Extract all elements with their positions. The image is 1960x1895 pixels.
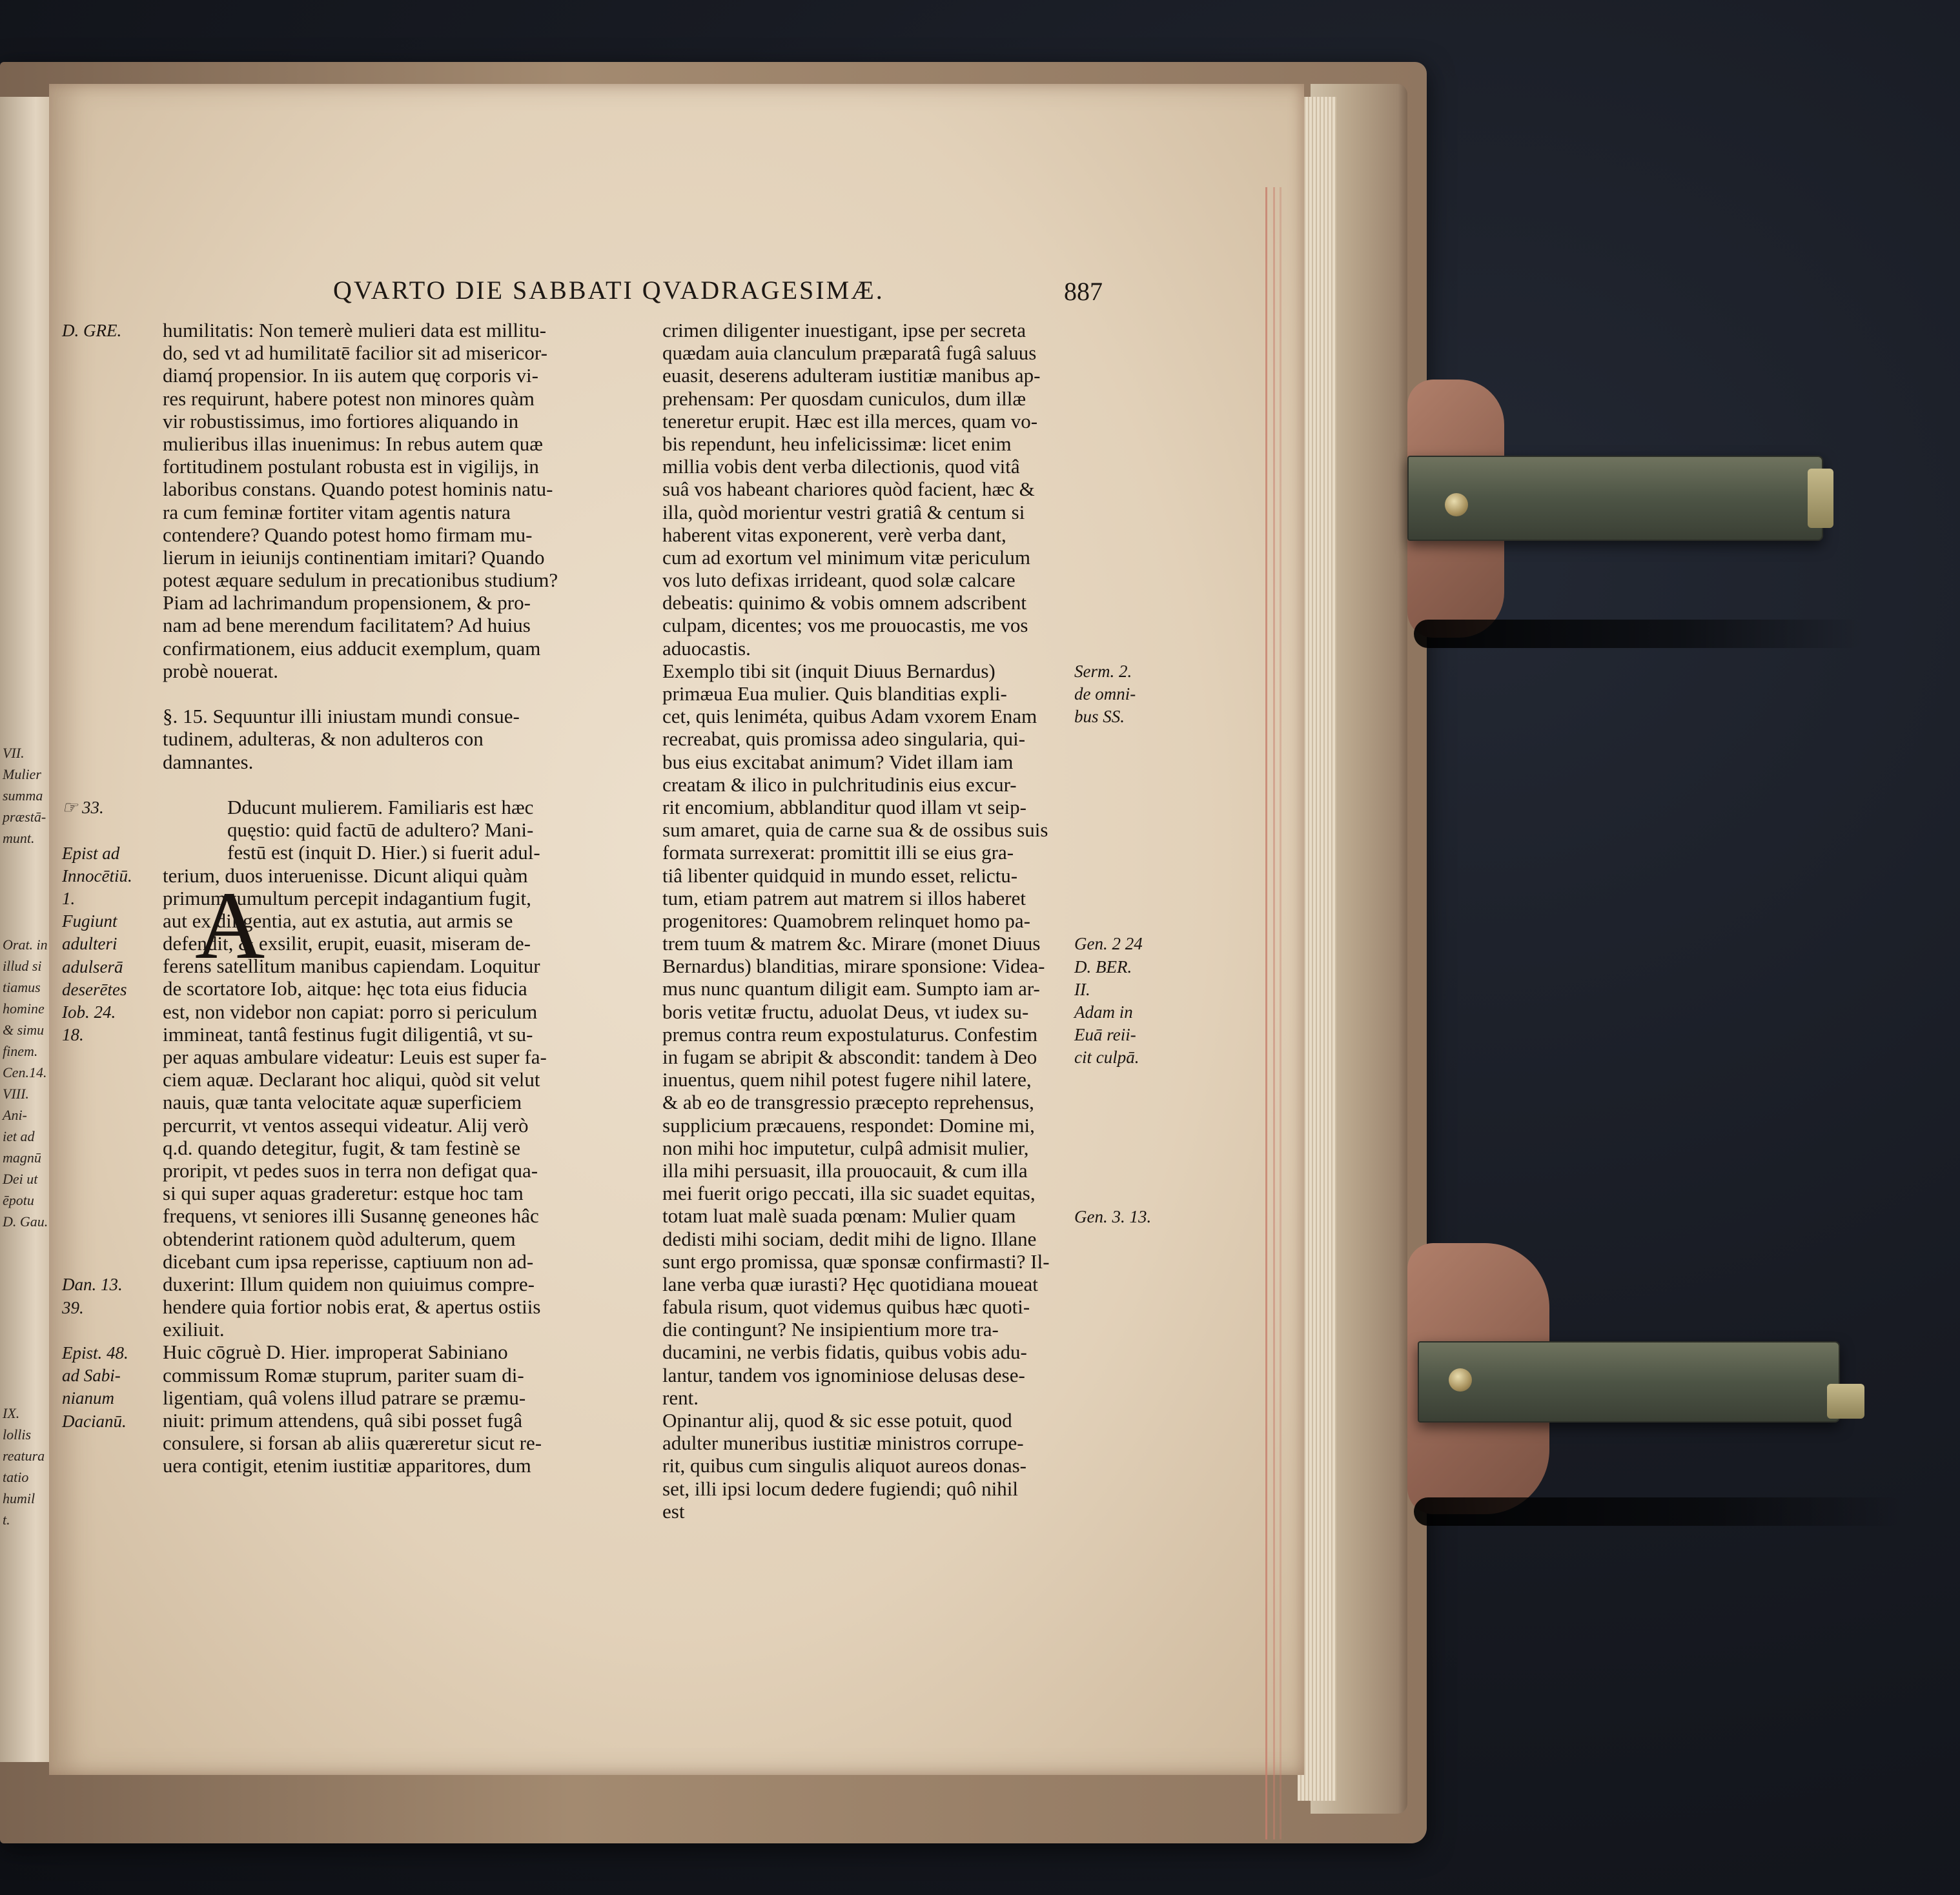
text-line: si qui super aquas graderetur: estque hoc tam	[163, 1182, 524, 1205]
text-line: supplicium præcauens, respondet: Domine mi,	[662, 1113, 1035, 1137]
marginal-note: 1.	[62, 889, 76, 908]
text-line: dicebant cum ipsa reperisse, captiuum non ad-	[163, 1250, 534, 1273]
marginal-note: deserētes	[62, 979, 127, 999]
text-line: adulter muneribus iustitiæ ministros corrupe-	[662, 1432, 1024, 1455]
text-line: vir robustissimus, imo fortiores aliquando in	[163, 409, 519, 432]
text-line: crimen diligenter inuestigant, ipse per secreta	[662, 319, 1026, 341]
text-line: primæua Eua mulier. Quis blanditias expli-	[662, 682, 1007, 705]
marginal-note: de omni-	[1074, 684, 1136, 704]
text-line: lane verba quæ iurasti? Hęc quotidiana moueat	[662, 1272, 1038, 1295]
text-line: lierum in ieiunijs continentiam imitari? Quando	[163, 545, 545, 569]
text-line: exiliuit.	[163, 1318, 225, 1341]
marginal-note: Iob. 24.	[62, 1002, 116, 1022]
left-text-column	[163, 319, 558, 1477]
text-line: euasit, deserens adulteram iustitiæ manibus ap-	[662, 364, 1041, 387]
drop-capital: A	[195, 872, 265, 979]
text-line: tum, etiam patrem aut matrem si illos haberet	[662, 886, 1026, 909]
text-line: q.d. quando detegitur, fugit, & tam festinè se	[163, 1136, 521, 1159]
text-line: teneretur erupit. Hæc est illa merces, quam vo-	[662, 409, 1038, 432]
text-line: trem tuum & matrem &c. Mirare (monet Diuus	[662, 932, 1041, 955]
marginal-note: nianum	[62, 1388, 114, 1408]
page-edge-rule	[1265, 187, 1267, 1839]
text-line: humilitatis: Non temerè mulieri data est millitu-	[163, 319, 547, 341]
marginal-note: 39.	[62, 1297, 84, 1317]
marginal-note: D. BER.	[1074, 957, 1132, 977]
text-line: hendere quia fortior nobis erat, & apertus ostiis	[163, 1295, 541, 1319]
marginal-note: ad Sabi-	[62, 1366, 121, 1386]
text-line: non mihi hoc imputetur, culpâ admisit mulier,	[662, 1136, 1029, 1159]
facing-margin-note: tiamus	[3, 979, 41, 995]
facing-margin-note: Cen.14.	[3, 1064, 47, 1080]
text-line: in fugam se abripit & abscondit: tandem à Deo	[662, 1046, 1037, 1068]
text-line: festū est (inquit D. Hier.) si fuerit adul-	[227, 841, 540, 864]
text-line: Opinantur alij, quod & sic esse potuit, quod	[662, 1409, 1012, 1432]
facing-margin-note: illud si	[3, 958, 42, 974]
text-line: boris vetitæ fructu, aduolat Deus, vt iudex su-	[662, 1000, 1029, 1023]
text-line: sunt ergo promissa, quæ sponsæ confirmasti? Il-	[662, 1250, 1050, 1273]
text-line: Dducunt mulierem. Familiaris est hæc	[227, 795, 534, 818]
text-line: bis rependunt, heu infelicissimæ: licet enim	[662, 432, 1012, 455]
text-line: quęstio: quid factū de adultero? Mani-	[227, 818, 534, 842]
text-line: illa mihi persuasit, illa prouocauit, & cum illa	[662, 1159, 1028, 1182]
facing-margin-note: iet ad	[3, 1128, 35, 1144]
marginal-note: Gen. 3. 13.	[1074, 1206, 1152, 1226]
text-line: proripit, vt pedes suos in terra non defigat qua-	[163, 1159, 538, 1182]
facing-margin-note: Dei ut	[3, 1171, 38, 1187]
marginal-note: Innocētiū.	[62, 866, 132, 886]
text-line: fabula risum, quot videmus quibus hæc quoti-	[662, 1295, 1030, 1319]
text-line: potest æquare sedulum in precationibus studium?	[163, 569, 558, 592]
text-line: mus nunc quantum diligit eam. Sumpto iam ar-	[662, 977, 1040, 1000]
facing-margin-note: tatio	[3, 1469, 29, 1485]
text-line: tiâ libenter quidquid in mundo esset, relictu-	[662, 864, 1018, 887]
text-line: dedisti mihi sociam, dedit mihi de ligno. Illane	[662, 1227, 1037, 1250]
text-line: uera contigit, etenim iustitiæ apparitores, dum	[163, 1454, 531, 1477]
text-line: est, non videbor non capiat: porro si periculum	[163, 1000, 538, 1023]
text-line: fortitudinem postulant robusta est in vigilijs, in	[163, 455, 539, 478]
clasp-rivet	[1445, 493, 1468, 516]
text-line: nam ad bene merendum facilitatem? Ad huius	[163, 614, 531, 637]
facing-margin-note: D. Gau.	[3, 1213, 48, 1230]
text-line: ra cum feminæ fortiter vitam agentis natura	[163, 500, 511, 523]
text-line: progenitores: Quamobrem relinquet homo pa-	[662, 909, 1030, 932]
facing-margin-note: Ani-	[3, 1107, 27, 1123]
text-line: damnantes.	[163, 750, 254, 773]
running-header: QVARTO DIE SABBATI QVADRAGESIMÆ.	[333, 276, 884, 305]
lower-clasp-shadow	[1414, 1497, 1904, 1526]
text-line: cet, quis leniméta, quibus Adam vxorem Enam	[662, 705, 1037, 728]
facing-margin-note: magnū	[3, 1150, 41, 1166]
text-line: debeatis: quinimo & vobis omnem adscribent	[662, 591, 1026, 614]
text-line: aut ex diligentia, aut ex astutia, aut armis se	[163, 909, 513, 932]
facing-margin-note: IX.	[3, 1405, 20, 1421]
text-line: obtenderint rationem quòd adulterum, quem	[163, 1227, 516, 1250]
facing-margin-note: munt.	[3, 830, 35, 846]
text-line: culpam, dicentes; vos me prouocastis, me vos	[662, 614, 1028, 637]
clasp-rivet	[1449, 1368, 1472, 1392]
lower-clasp-hook	[1827, 1384, 1864, 1419]
marginal-note: Adam in	[1074, 1002, 1133, 1022]
text-line: mulieribus illas inuenimus: In rebus autem quæ	[163, 432, 543, 455]
text-line: Bernardus) blanditias, mirare sponsione: Videa-	[662, 955, 1045, 978]
text-line: formata surrexerat: promittit illi se eius gra-	[662, 841, 1014, 864]
marginal-note: bus SS.	[1074, 707, 1125, 727]
right-text-column	[662, 319, 1050, 1523]
facing-margin-note: præstā-	[3, 809, 46, 825]
page-edge-rule	[1280, 187, 1281, 1839]
facing-margin-note: lollis	[3, 1426, 32, 1443]
facing-margin-note: ēpotu	[3, 1192, 34, 1208]
text-line: totam luat malè suada pœnam: Mulier quam	[662, 1204, 1016, 1228]
text-line: do, sed vt ad humilitatē facilior sit ad misericor-	[163, 341, 547, 365]
text-line: res requirunt, habere potest non minores quàm	[163, 387, 535, 410]
text-line: tudinem, adulteras, & non adulteros con	[163, 727, 484, 751]
text-line: lantur, tandem vos ignominiose delusas dese-	[662, 1363, 1025, 1386]
text-line: creatam & ilico in pulchritudinis eius excur-	[662, 773, 1017, 796]
text-line: laboribus constans. Quando potest hominis natu-	[163, 478, 553, 501]
facing-margin-note: Orat. in	[3, 937, 48, 953]
marginal-note: Epist. 48.	[62, 1343, 128, 1363]
marginal-note: Gen. 2 24	[1074, 934, 1143, 954]
text-line: immineat, tantâ festinus fugit diligentiâ, vt su-	[163, 1022, 533, 1046]
text-line: ducamini, ne verbis fidatis, quibus vobis adu-	[662, 1341, 1027, 1364]
text-line: diamq́ propensior. In iis autem quę corporis vi-	[163, 364, 538, 387]
text-line: terium, duos interuenisse. Dicunt aliqui quàm	[163, 864, 528, 887]
upper-clasp-shadow	[1414, 620, 1866, 648]
text-line: sum amaret, quia de carne sua & de ossibus suis	[662, 818, 1048, 842]
text-line: vos luto defixas irrideant, quod solæ calcare	[662, 569, 1016, 592]
text-line: de scortatore Iob, aitque: hęc tota eius fiducia	[163, 977, 527, 1000]
text-line: §. 15. Sequuntur illi iniustam mundi consue-	[163, 705, 520, 728]
facing-margin-note: reatura	[3, 1448, 45, 1464]
text-line: illa, quòd morientur vestri gratiâ & centum si	[662, 500, 1025, 523]
marginal-note: Fugiunt	[62, 911, 117, 931]
text-line: ciem aquæ. Declarant hoc aliqui, quòd sit velut	[163, 1068, 540, 1091]
marginal-note: Euā reii-	[1074, 1025, 1136, 1045]
facing-margin-note: VIII.	[3, 1086, 29, 1102]
marginal-note: Dan. 13.	[62, 1275, 123, 1295]
marginal-note: D. GRE.	[62, 321, 122, 340]
upper-clasp-metal	[1407, 456, 1823, 541]
text-line: percurrit, vt ventos assequi videatur. Alij verò	[163, 1113, 529, 1137]
text-line: set, illi ipsi locum dedere fugiendi; quô nihil	[662, 1477, 1019, 1500]
marginal-note: II.	[1074, 979, 1090, 999]
text-line: consulere, si forsan ab aliis quæreretur sicut re-	[163, 1432, 542, 1455]
marginal-note: Epist ad	[62, 843, 120, 863]
page-number: 887	[1064, 277, 1103, 306]
text-line: frequens, vt seniores illi Susannę geneones hâc	[163, 1204, 539, 1228]
text-line: quædam auia clanculum præparatâ fugâ saluus	[662, 341, 1037, 365]
text-line: millia vobis dent verba dilectionis, quod vitâ	[662, 455, 1020, 478]
text-line: aduocastis.	[662, 636, 751, 660]
text-line: primum tumultum percepit indagantium fugit,	[163, 886, 531, 909]
facing-margin-note: VII.	[3, 745, 25, 761]
text-line: bus eius excitabat animum? Videt illam iam	[662, 750, 1014, 773]
marginal-note: 18.	[62, 1025, 84, 1045]
text-line: ferens satellitum manibus capiendam. Loquitur	[163, 955, 540, 978]
text-line: defendit, & exsilit, erupit, euasit, miseram de-	[163, 932, 531, 955]
text-line: inuentus, quem nihil potest fugere nihil latere,	[662, 1068, 1032, 1091]
text-line: probè nouerat.	[163, 659, 279, 682]
text-line: confirmationem, eius adducit exemplum, quam	[163, 636, 541, 660]
text-line: die contingunt? Ne insipientium more tra-	[662, 1318, 999, 1341]
text-line	[163, 682, 558, 705]
text-line: recreabat, quis promissa adeo singularia, qui-	[662, 727, 1026, 751]
text-line: per aquas ambulare videatur: Leuis est super fa-	[163, 1046, 547, 1068]
text-line: rit, quibus cum singulis aliquot aureos donas-	[662, 1454, 1026, 1477]
text-line: cum ad exortum vel minimum vitæ periculum	[662, 545, 1030, 569]
text-line: niuit: primum attendens, quâ sibi posset fugâ	[163, 1409, 523, 1432]
text-line: commissum Romæ stuprum, pariter suam di-	[163, 1363, 524, 1386]
facing-margin-note: homine	[3, 1000, 45, 1017]
text-line: Huic cōgruè D. Hier. improperat Sabiniano	[163, 1341, 508, 1364]
text-line: rit encomium, abblanditur quod illam vt seip-	[662, 795, 1026, 818]
text-line: duxerint: Illum quidem non quiuimus compre-	[163, 1272, 535, 1295]
text-line: contendere? Quando potest homo firmam mu-	[163, 523, 533, 546]
text-line: haberent vitas exponerent, verè verba dant,	[662, 523, 1006, 546]
text-line	[163, 773, 558, 796]
facing-margin-note: Mulier	[3, 766, 41, 782]
marginal-note: ☞ 33.	[62, 798, 104, 818]
text-line: Piam ad lachrimandum propensionem, & pro-	[163, 591, 531, 614]
text-line: suâ vos habeant chariores quòd facient, hæc &	[662, 478, 1035, 501]
text-line: premus contra reum expostulaturus. Confestim	[662, 1022, 1038, 1046]
facing-margin-note: finem.	[3, 1043, 38, 1059]
marginal-note: adulserā	[62, 957, 123, 977]
facing-margin-note: summa	[3, 787, 43, 804]
text-line: rent.	[662, 1386, 699, 1409]
book-page	[49, 84, 1304, 1775]
marginal-note: adulteri	[62, 934, 117, 954]
text-line: nauis, quæ tanta velocitate aquæ superficiem	[163, 1091, 522, 1114]
text-line: ligentiam, quâ volens illud patrare se præmu-	[163, 1386, 526, 1409]
text-line: Exemplo tibi sit (inquit Diuus Bernardus)	[662, 659, 995, 682]
lower-clasp-metal	[1418, 1341, 1840, 1423]
upper-clasp-hook	[1808, 469, 1833, 528]
text-line: prehensam: Per quosdam cuniculos, dum illæ	[662, 387, 1026, 410]
marginal-note: Serm. 2.	[1074, 662, 1132, 681]
page-edge-rule	[1273, 187, 1275, 1839]
facing-margin-note: & simu	[3, 1022, 45, 1038]
text-line: est	[662, 1499, 685, 1523]
facing-margin-note: t.	[3, 1512, 10, 1528]
marginal-note: Dacianū.	[62, 1411, 127, 1431]
marginal-note: cit culpā.	[1074, 1048, 1139, 1068]
facing-margin-note: humil	[3, 1490, 36, 1506]
text-line: & ab eo de transgressio præcepto reprehensus,	[662, 1091, 1034, 1114]
text-line: mei fuerit origo peccati, illa sic suadet equitas,	[662, 1182, 1036, 1205]
